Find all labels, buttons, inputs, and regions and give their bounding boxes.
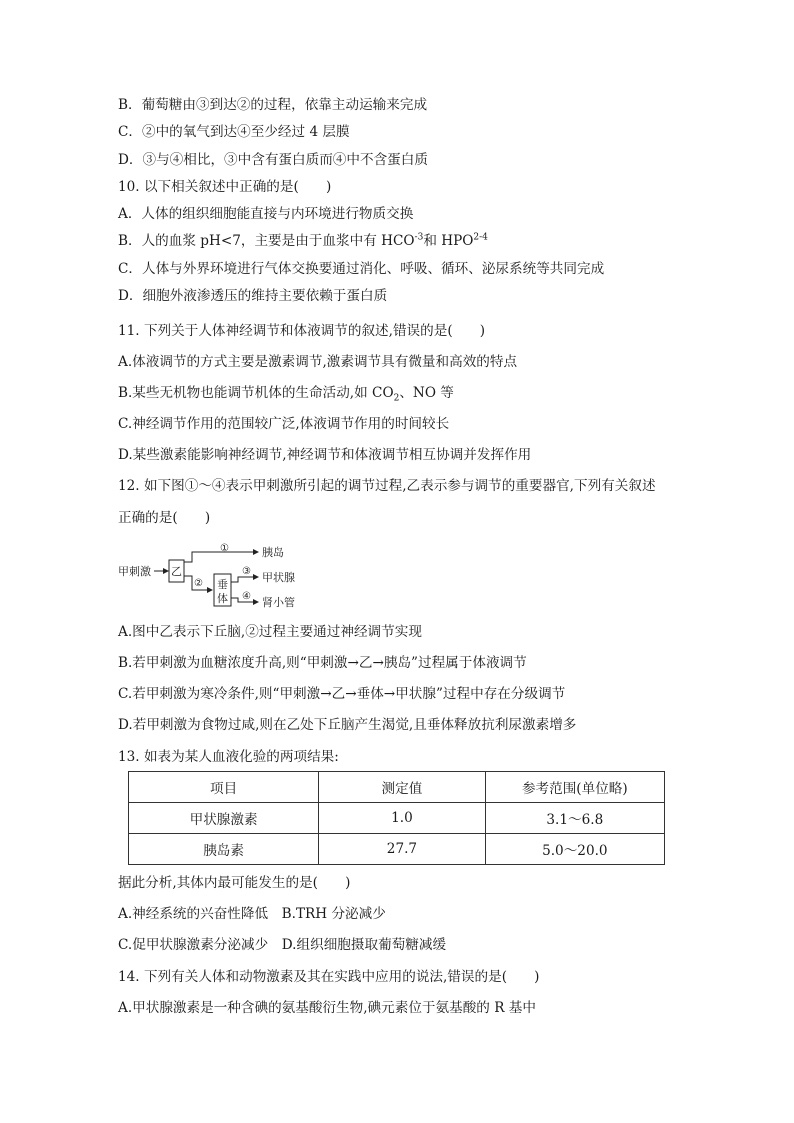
option-line: D．③与④相比，③中含有蛋白质而④中不含蛋白质: [118, 152, 428, 168]
option-line: [118, 232, 488, 250]
text-fragment: B.某些无机物也能调节机体的生命活动,如 CO: [118, 385, 394, 401]
option-line: B．葡萄糖由③到达②的过程，依靠主动运输来完成: [118, 97, 428, 113]
diagram-stimulus-label: 甲刺激: [118, 565, 151, 578]
option-line: C.促甲状腺激素分泌减少 D.组织细胞摄取葡萄糖减缓: [118, 937, 447, 953]
table-cell: 3.1～6.8: [485, 803, 664, 834]
table-header-cell: 项目: [129, 772, 319, 803]
option-line: B.若甲刺激为血糖浓度升高,则“甲刺激→乙→胰岛”过程属于体液调节: [118, 655, 527, 671]
diagram-step-label: ②: [194, 578, 203, 589]
option-line: D．细胞外液渗透压的维持主要依赖于蛋白质: [118, 288, 388, 304]
diagram-pituitary-label: 垂: [217, 578, 228, 591]
text-fragment: B．人的血浆 pH<7，主要是由于血浆中有 HCO: [118, 233, 415, 249]
text-fragment: 、NO 等: [399, 385, 454, 401]
regulation-diagram: [118, 540, 318, 610]
option-line: C.神经调节作用的范围较广泛,体液调节作用的时间较长: [118, 416, 450, 432]
question-10: 10. 以下相关叙述中正确的是( ): [118, 179, 332, 195]
arrow: [231, 577, 258, 582]
question-13-prompt: 据此分析,其体内最可能发生的是( ): [118, 875, 351, 891]
option-line: A.图中乙表示下丘脑,②过程主要通过神经调节实现: [118, 624, 422, 640]
option-line: D.若甲刺激为食物过咸,则在乙处下丘脑产生渴觉,且垂体释放抗利尿激素增多: [118, 717, 577, 733]
question-12: 12. 如下图①～④表示甲刺激所引起的调节过程,乙表示参与调节的重要器官,下列有关叙述: [118, 478, 656, 494]
blood-test-table: [128, 771, 665, 865]
diagram-pituitary-label: 体: [217, 592, 228, 605]
table-row: [129, 803, 665, 834]
option-line: A.神经系统的兴奋性降低 B.TRH 分泌减少: [118, 906, 386, 922]
table-cell: 5.0～20.0: [485, 834, 664, 865]
option-line: C．人体与外界环境进行气体交换要通过消化、呼吸、循环、泌尿系统等共同完成: [118, 261, 605, 277]
table-cell: 27.7: [319, 834, 485, 865]
subscript: 2: [393, 393, 400, 404]
table-row: [129, 834, 665, 865]
option-line: [118, 384, 454, 402]
option-line: A.甲状腺激素是一种含碘的氨基酸衍生物,碘元素位于氨基酸的 R 基中: [118, 1000, 536, 1016]
table-header-row: [129, 772, 665, 803]
diagram-step-label: ③: [242, 566, 251, 577]
diagram-step-label: ①: [220, 543, 229, 554]
diagram-step-label: ④: [242, 591, 251, 602]
diagram-target-label: 肾小管: [262, 596, 295, 609]
table-cell: 甲状腺激素: [129, 803, 319, 834]
option-line: D.某些激素能影响神经调节,神经调节和体液调节相互协调并发挥作用: [118, 447, 532, 463]
table-header-cell: 测定值: [319, 772, 485, 803]
diagram-target-label: 甲状腺: [262, 571, 295, 584]
question-13: 13. 如表为某人血液化验的两项结果:: [118, 749, 339, 765]
diagram-center-label: 乙: [171, 565, 182, 578]
text-fragment: 和 HPO: [423, 233, 474, 249]
table-header-cell: 参考范围(单位略): [485, 772, 664, 803]
question-11: 11. 下列关于人体神经调节和体液调节的叙述,错误的是( ): [118, 323, 486, 339]
question-14: 14. 下列有关人体和动物激素及其在实践中应用的说法,错误的是( ): [118, 969, 540, 985]
table-cell: 1.0: [319, 803, 485, 834]
option-line: C.若甲刺激为寒冷条件,则“甲刺激→乙→垂体→甲状腺”过程中存在分级调节: [118, 686, 566, 702]
diagram-target-label: 胰岛: [262, 546, 284, 559]
option-line: A．人体的组织细胞能直接与内环境进行物质交换: [118, 206, 414, 222]
option-line: A.体液调节的方式主要是激素调节,激素调节具有微量和高效的特点: [118, 354, 518, 370]
option-line: C．②中的氧气到达④至少经过 4 层膜: [118, 124, 350, 140]
question-12-cont: 正确的是( ): [118, 510, 211, 526]
table-cell: 胰岛素: [129, 834, 319, 865]
superscript: -3: [414, 232, 424, 243]
regulation-diagram-svg: [118, 540, 318, 610]
superscript: 2-4: [473, 232, 488, 243]
